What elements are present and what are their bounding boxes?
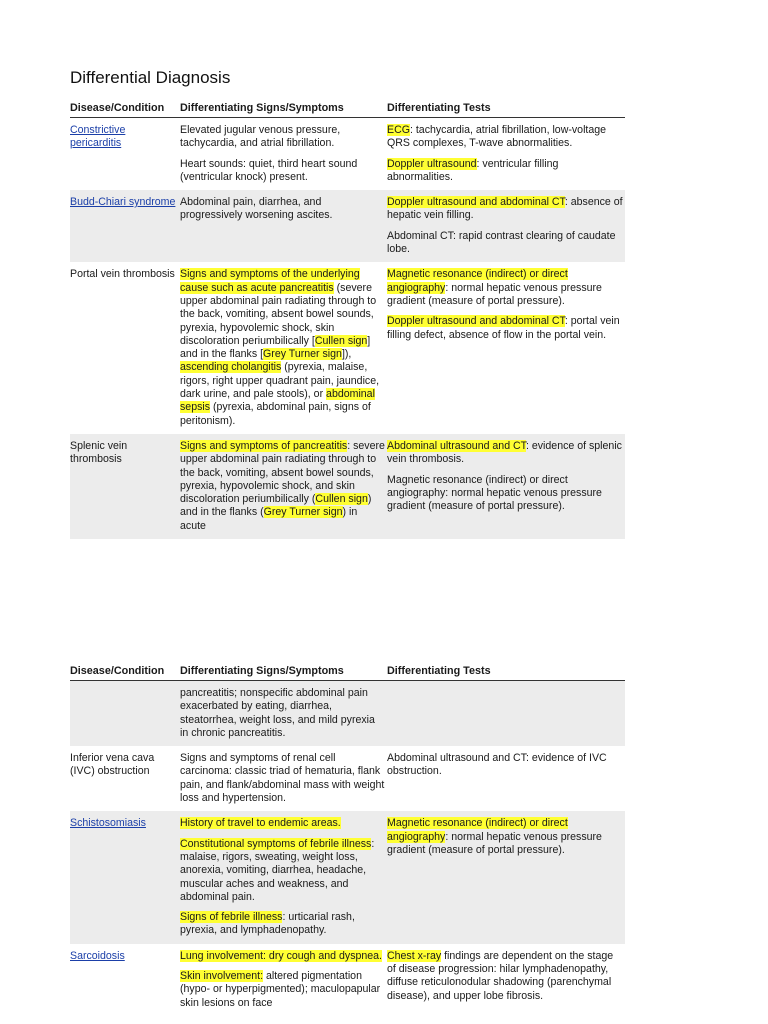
highlight: Doppler ultrasound — [387, 157, 477, 170]
tests-text: Magnetic resonance (indirect) or direct angiography: normal hepatic venous pressure gradient (measure of portal pressure). — [387, 473, 602, 513]
highlight: Cullen sign — [314, 334, 368, 347]
highlight: Signs of febrile illness — [180, 911, 283, 924]
table-header-row — [70, 662, 625, 681]
table-row — [70, 190, 625, 262]
disease-cell: Inferior vena cava (IVC) obstruction — [70, 752, 155, 778]
signs-cell — [180, 944, 387, 1016]
tests-text — [387, 196, 623, 223]
tests-text: Abdominal CT: rapid contrast clearing of caudate lobe. — [387, 229, 616, 256]
header-disease: Disease/Condition — [70, 99, 180, 118]
differential-table-continued — [70, 662, 625, 1016]
signs-cell — [180, 434, 387, 539]
highlight: Doppler ultrasound and abdominal CT — [387, 196, 565, 209]
header-signs: Differentiating Signs/Symptoms — [180, 662, 387, 681]
table-row — [70, 746, 625, 811]
header-tests: Differentiating Tests — [387, 99, 625, 118]
signs-text — [180, 440, 385, 533]
differential-table — [70, 99, 625, 539]
tests-text — [387, 315, 623, 342]
tests-text — [387, 817, 623, 857]
signs-cell — [180, 190, 387, 262]
signs-detail: ) in acute — [180, 506, 358, 532]
tests-cell — [387, 434, 625, 539]
highlight: ascending cholangitis — [180, 361, 282, 374]
table-row — [70, 434, 625, 539]
highlight: ECG — [387, 124, 410, 136]
signs-text — [180, 950, 385, 963]
highlight: Magnetic resonance (indirect) or direct angiography — [387, 817, 568, 843]
tests-cell — [387, 118, 625, 191]
header-signs: Differentiating Signs/Symptoms — [180, 99, 387, 118]
table-header-row — [70, 99, 625, 118]
signs-text — [180, 911, 385, 938]
header-tests: Differentiating Tests — [387, 662, 625, 681]
test-detail: : ventricular filling abnormalities. — [387, 157, 559, 183]
tests-cell — [387, 944, 625, 1016]
page-title: Differential Diagnosis — [70, 68, 231, 87]
highlight: Grey Turner sign — [263, 348, 342, 361]
highlight: Magnetic resonance (indirect) or direct angiography — [387, 268, 568, 294]
table-row — [70, 944, 625, 1016]
tests-text — [387, 158, 623, 185]
highlight: Cullen sign — [315, 493, 368, 506]
disease-cell: Portal vein thrombosis — [70, 268, 175, 281]
tests-text — [387, 950, 623, 1003]
table-row — [70, 811, 625, 943]
highlight: History of travel to endemic areas. — [180, 817, 341, 830]
signs-text: Signs and symptoms of renal cell carcinoma: classic triad of hematuria, flank pain, and flank/abdominal mass with weight loss and hypertension. — [180, 752, 385, 805]
disease-cell — [70, 118, 180, 191]
highlight: Lung involvement: dry cough and dyspnea. — [180, 949, 383, 962]
highlight: Grey Turner sign — [263, 506, 343, 519]
disease-link-sarcoidosis[interactable]: Sarcoidosis — [70, 949, 125, 962]
test-detail: : normal hepatic venous pressure gradient (measure of portal pressure). — [387, 281, 602, 307]
signs-detail: ] and in the flanks [ — [180, 334, 371, 361]
tests-cell — [387, 681, 625, 747]
highlight: Constitutional symptoms of febrile illness — [180, 837, 372, 850]
signs-text — [180, 838, 385, 904]
tests-text — [387, 440, 623, 467]
signs-detail: (severe upper abdominal pain radiating through to the back, vomiting, absent bowel sounds, pyrexia, hypovolemic shock, skin discoloration periumbilically [ — [180, 281, 377, 347]
signs-cell — [180, 681, 387, 747]
signs-detail: : malaise, rigors, sweating, weight loss, anorexia, vomiting, diarrhea, headache, muscular aches and weakness, and abdominal pain. — [180, 837, 375, 903]
tests-text — [387, 268, 623, 308]
test-detail: : tachycardia, atrial fibrillation, low-voltage QRS complexes, T-wave abnormalities. — [387, 124, 607, 150]
table-row — [70, 262, 625, 434]
signs-cell — [180, 811, 387, 943]
disease-cell — [70, 190, 180, 262]
disease-link-budd-chiari-syndrome[interactable]: Budd-Chiari syndrome — [70, 196, 176, 209]
table-row — [70, 681, 625, 747]
tests-text — [387, 124, 623, 151]
highlight: Doppler ultrasound and abdominal CT — [387, 315, 565, 328]
signs-detail: ) and in the flanks ( — [180, 493, 372, 519]
test-detail: findings are dependent on the stage of disease progression: hilar lymphadenopathy, diffuse reticulonodular shadowing (parenchymal disease), and upper lobe fibrosis. — [387, 949, 614, 1002]
signs-detail: (pyrexia, malaise, rigors, right upper quadrant pain, jaundice, dark urine, and pale stools), or — [180, 361, 380, 401]
disease-cell — [70, 811, 180, 943]
disease-cell — [70, 944, 180, 1016]
test-detail: : portal vein filling defect, absence of flow in the portal vein. — [387, 315, 620, 341]
table-row — [70, 118, 625, 191]
tests-cell — [387, 262, 625, 434]
tests-cell — [387, 190, 625, 262]
header-disease: Disease/Condition — [70, 662, 180, 681]
signs-text: pancreatitis; nonspecific abdominal pain exacerbated by eating, diarrhea, steatorrhea, weight loss, and mild pyrexia in chronic pancreatitis. — [180, 687, 375, 739]
disease-cell — [70, 681, 180, 747]
signs-cell — [180, 118, 387, 191]
test-detail: : evidence of splenic vein thrombosis. — [387, 439, 622, 466]
highlight: Signs and symptoms of the underlying cause such as acute pancreatitis — [180, 268, 360, 294]
tests-cell — [387, 811, 625, 943]
signs-detail: (pyrexia, abdominal pain, signs of peritonism). — [180, 401, 371, 427]
signs-text — [180, 817, 385, 830]
disease-link-constrictive-pericarditis[interactable]: Constrictive pericarditis — [70, 124, 126, 150]
test-detail: : normal hepatic venous pressure gradient (measure of portal pressure). — [387, 830, 602, 856]
signs-detail: : severe upper abdominal pain radiating through to the back, vomiting, absent bowel sounds, pyrexia, hypovolemic shock, and skin discoloration periumbilically ( — [180, 439, 385, 506]
signs-detail: altered pigmentation (hypo- or hyperpigmented); maculopapular skin lesions on face — [180, 970, 381, 1009]
highlight: Signs and symptoms of pancreatitis — [180, 439, 348, 452]
signs-cell — [180, 262, 387, 434]
highlight: abdominal sepsis — [180, 388, 375, 414]
signs-text: Heart sounds: quiet, third heart sound (ventricular knock) present. — [180, 157, 358, 183]
signs-text: Elevated jugular venous pressure, tachycardia, and atrial fibrillation. — [180, 124, 341, 150]
disease-cell: Splenic vein thrombosis — [70, 434, 180, 539]
signs-text: Abdominal pain, diarrhea, and progressively worsening ascites. — [180, 196, 333, 222]
signs-detail: : urticarial rash, pyrexia, and lymphadenopathy. — [180, 911, 355, 937]
tests-cell — [387, 746, 625, 811]
signs-text — [180, 970, 385, 1010]
signs-detail: ]), — [341, 348, 352, 361]
signs-cell — [180, 746, 387, 811]
tests-text: Abdominal ultrasound and CT: evidence of IVC obstruction. — [387, 752, 607, 778]
disease-link-schistosomiasis[interactable]: Schistosomiasis — [70, 817, 146, 830]
signs-text — [180, 268, 385, 428]
highlight: Chest x-ray — [387, 949, 442, 962]
highlight: Abdominal ultrasound and CT — [387, 439, 526, 452]
test-detail: : absence of hepatic vein filling. — [387, 196, 623, 222]
highlight: Skin involvement: — [180, 970, 264, 983]
